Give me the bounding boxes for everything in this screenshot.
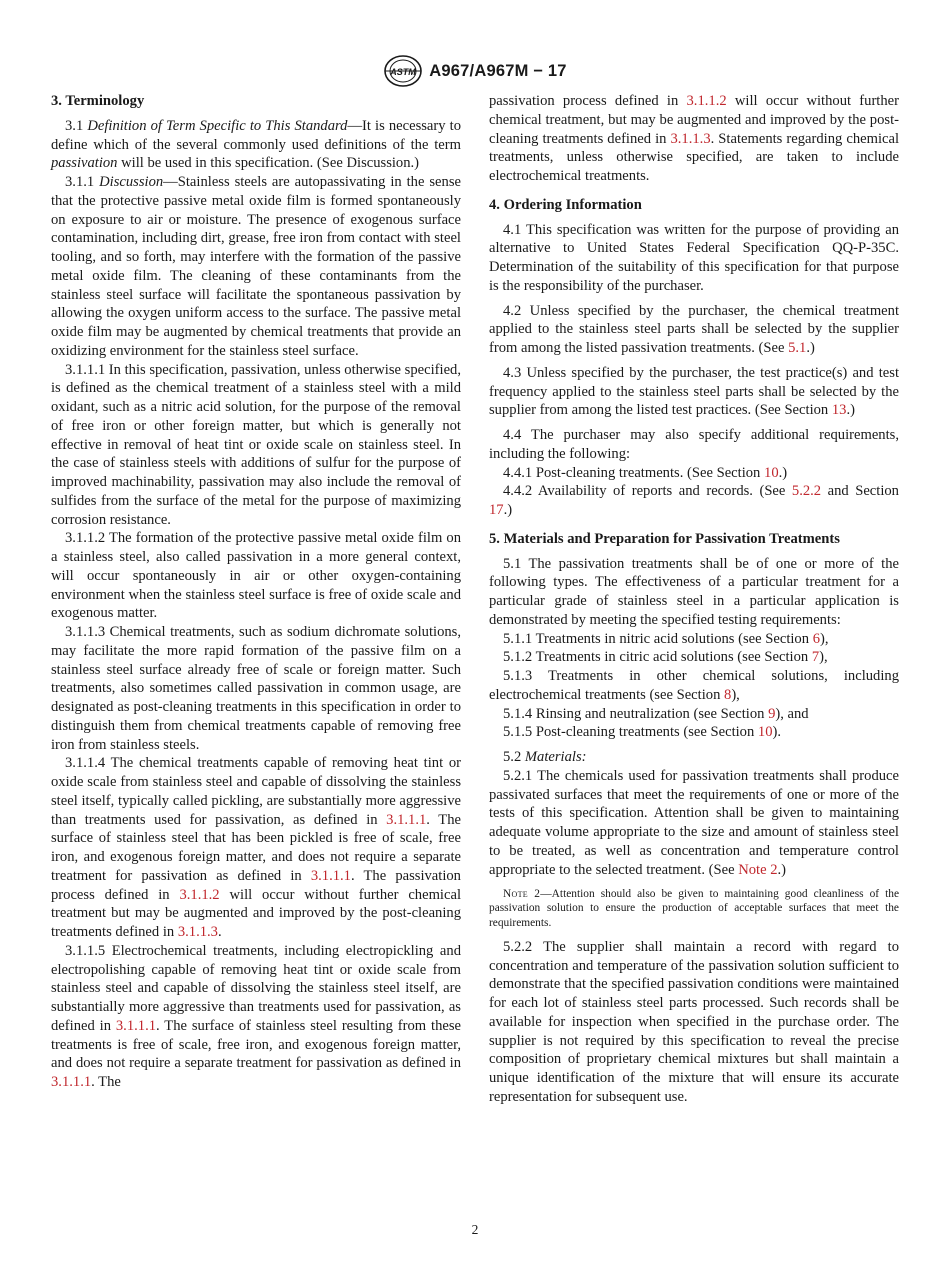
section-5-title: 5. Materials and Preparation for Passivation Treatments [489, 530, 840, 547]
paragraph-5-2-2: 5.2.2 The supplier shall maintain a record with regard to concentration and temperature of the passivation solution sufficient to demonstrate that the specified passivation conditions were maintained for each lot of stainless steel parts processed. Such records shall be available for inspection when specified in the purchase order. The supplier is not required by this specification to reveal the precise composition of proprietary chemical mixtures but shall maintain a unique identification of the mixture that will ensure its accurate representation for subsequent use. [489, 938, 899, 1105]
paragraph-5-2: 5.2 Materials: [503, 749, 587, 765]
ref-3-1-1-3-link[interactable]: 3.1.1.3 [670, 130, 711, 147]
ref-3-1-1-2-link[interactable]: 3.1.1.2 [179, 886, 220, 903]
ref-3-1-1-1-link[interactable]: 3.1.1.1 [310, 867, 351, 884]
paragraph-5-1-2: 5.1.2 Treatments in citric acid solutions (see Section 7), [503, 649, 828, 666]
ref-3-1-1-2-link[interactable]: 3.1.1.2 [686, 93, 727, 109]
paragraph-4-4-1: 4.4.1 Post-cleaning treatments. (See Section 10.) [503, 464, 788, 481]
note-2: Note 2—Attention should also be given to maintaining good cleanliness of the passivation solution to ensure the production of acceptable surfaces that meet the requirements. [489, 888, 899, 929]
paragraph-3-1-1-2: 3.1.1.2 The formation of the protective passive metal oxide film on a stainless steel, also called passivation in a more general context, will occur spontaneously in air or other oxygen-containing environment when the stainless steel surface is free of oxide scale and exogenous matter. [51, 530, 461, 622]
ref-section-7-link[interactable]: 7 [811, 649, 820, 666]
paragraph-5-1-5: 5.1.5 Post-cleaning treatments (see Section 10). [503, 724, 782, 741]
ref-5-1-link[interactable]: 5.1 [788, 340, 807, 356]
ref-3-1-1-1-link[interactable]: 3.1.1.1 [386, 811, 427, 828]
paragraph-4-3: 4.3 Unless specified by the purchaser, the test practice(s) and test frequency applied to the stainless steel parts shall be selected by the supplier from among the listed test practices. (See Section 13.) [489, 364, 899, 419]
astm-logo-icon [383, 54, 423, 88]
ref-section-9-link[interactable]: 9 [768, 705, 776, 722]
paragraph-4-2: 4.2 Unless specified by the purchaser, the chemical treatment applied to the stainless steel parts shall be selected by the supplier from among the listed passivation treatments. (See 5.1.) [489, 302, 899, 356]
ref-5-2-2-link[interactable]: 5.2.2 [791, 483, 822, 500]
ref-section-13-link[interactable]: 13 [831, 402, 847, 419]
paragraph-3-1-1-3: 3.1.1.3 Chemical treatments, such as sodium dichromate solutions, may facilitate the more rapid formation of the passive film on a stainless steel surface already free of scale or foreign matter. Such treatments, also sometimes called passivation in common usage, are designated as post-cleaning treatments in this specification in order to distinguish them from chemical treatments capable of removing free iron from stainless steels. [51, 624, 461, 753]
paragraph-4-1: 4.1 This specification was written for the purpose of providing an alternative to United States Federal Specification QQ-P-35C. Determination of the suitability of this specification for that purpose is the responsibility of the purchaser. [489, 221, 899, 294]
paragraph-5-2-1: 5.2.1 The chemicals used for passivation treatments shall produce passivated surfaces that meet the requirements of one or more of the tests of this specification. Attention shall be given to maintaining adequate volume appropriate to the size and amount of stainless steel to be treated, as well as concentration and temperature control appropriate to the selected treatment. (See Note 2.) [489, 767, 899, 878]
ref-3-1-1-3-link[interactable]: 3.1.1.3 [177, 924, 218, 940]
ref-3-1-1-1-link[interactable]: 3.1.1.1 [51, 1074, 92, 1090]
paragraph-3-1-1-5: 3.1.1.5 Electrochemical treatments, including electropickling and electropolishing capable of removing heat tint or oxide scale from stainless steel and capable of dissolving the stainless steel itself, are substantially more aggressive than treatments used for passivation, as defined in 3.1.1.1. The surface of stainless steel resulting from these treatments is free of scale, free iron, and exogenous foreign matter, and does not require a separate treatment for passivation as defined in 3.1.1.1. The [51, 942, 461, 1090]
ref-section-10-link[interactable]: 10 [764, 464, 779, 481]
ref-3-1-1-1-link[interactable]: 3.1.1.1 [115, 1017, 157, 1034]
page-number: 2 [471, 1222, 479, 1237]
ref-section-8-link[interactable]: 8 [724, 686, 732, 703]
document-id: A967/A967M − 17 [429, 61, 567, 80]
ref-section-6-link[interactable]: 6 [812, 630, 820, 647]
paragraph-5-1-3: 5.1.3 Treatments in other chemical solutions, including electrochemical treatments (see Section 8), [489, 668, 899, 703]
page-header [0, 54, 950, 88]
right-column [489, 92, 899, 1107]
paragraph-5-1: 5.1 The passivation treatments shall be of one or more of the following types. The effectiveness of a particular treatment for a particular grade of stainless steel in a particular application is demonstrated by meeting the specified testing requirements: [489, 555, 899, 628]
paragraph-3-1-1-4: 3.1.1.4 The chemical treatments capable of removing heat tint or oxide scale from stainless steel and capable of dissolving the stainless steel itself, typically called pickling, are substantially more aggressive than treatments used for passivation, as defined in 3.1.1.1. The surface of stainless steel that has been pickled is free of scale, free iron, and exogenous foreign matter, and does not require a separate treatment for passivation as defined in 3.1.1.1. The passivation process defined in 3.1.1.2 will occur without further chemical treatment but may be augmented and improved by the post-cleaning treatments defined in 3.1.1.3. [51, 755, 461, 940]
paragraph-5-1-4: 5.1.4 Rinsing and neutralization (see Section 9), and [503, 705, 809, 722]
section-4-title: 4. Ordering Information [489, 196, 642, 213]
paragraph-5-1-1: 5.1.1 Treatments in nitric acid solutions (see Section 6), [503, 630, 829, 647]
paragraph-4-4-2: 4.4.2 Availability of reports and records. (See 5.2.2 and Section 17.) [489, 483, 899, 518]
paragraph-4-4: 4.4 The purchaser may also specify additional requirements, including the following: [489, 427, 899, 462]
astm-logo-text: ASTM [390, 67, 417, 77]
ref-section-10-link[interactable]: 10 [757, 724, 773, 741]
paragraph-3-1-1-5-continued: passivation process defined in 3.1.1.2 will occur without further chemical treatment, but may be augmented and improved by the post-cleaning treatments defined in 3.1.1.3. Statements regarding chemical treatments, unless otherwise specified, are taken to include electrochemical treatments. [489, 93, 900, 184]
section-3-title: 3. Terminology [51, 93, 145, 109]
paragraph-3-1-1: 3.1.1 Discussion—Stainless steels are autopassivating in the sense that the protective passive metal oxide film is formed spontaneously on exposure to air or moisture. The presence of exogenous surface contamination, including dirt, grease, free iron from contact with steel tooling, and so forth, may interfere with the formation of the passive metal oxide film. The cleaning of these contaminants from the stainless steel surface will facilitate the spontaneous passivation by allowing the oxygen uniform access to the surface. The passive metal oxide film may be augmented by chemical treatments that provide an oxidizing environment for the stainless steel surface. [51, 174, 461, 359]
paragraph-3-1-1-1: 3.1.1.1 In this specification, passivation, unless otherwise specified, is defined as the chemical treatment of a stainless steel with a mild oxidant, such as a nitric acid solution, for the purpose of the removal of free iron or other foreign matter, but which is generally not effective in removal of heat tint or oxide scale on stainless steel. In the case of stainless steels with additions of sulfur for the purpose of improved machinability, passivation may also include the removal of sulfides from the surface of the metal for the purpose of maximizing corrosion resistance. [51, 361, 461, 528]
paragraph-3-1: 3.1 Definition of Term Specific to This Standard—It is necessary to define which of the several commonly used definitions of the term passivation will be used in this specification. (See Discussion.) [51, 117, 461, 172]
left-column [51, 92, 461, 1092]
ref-section-17-link[interactable]: 17 [489, 502, 504, 518]
ref-note-2-link[interactable]: Note 2 [738, 861, 778, 878]
